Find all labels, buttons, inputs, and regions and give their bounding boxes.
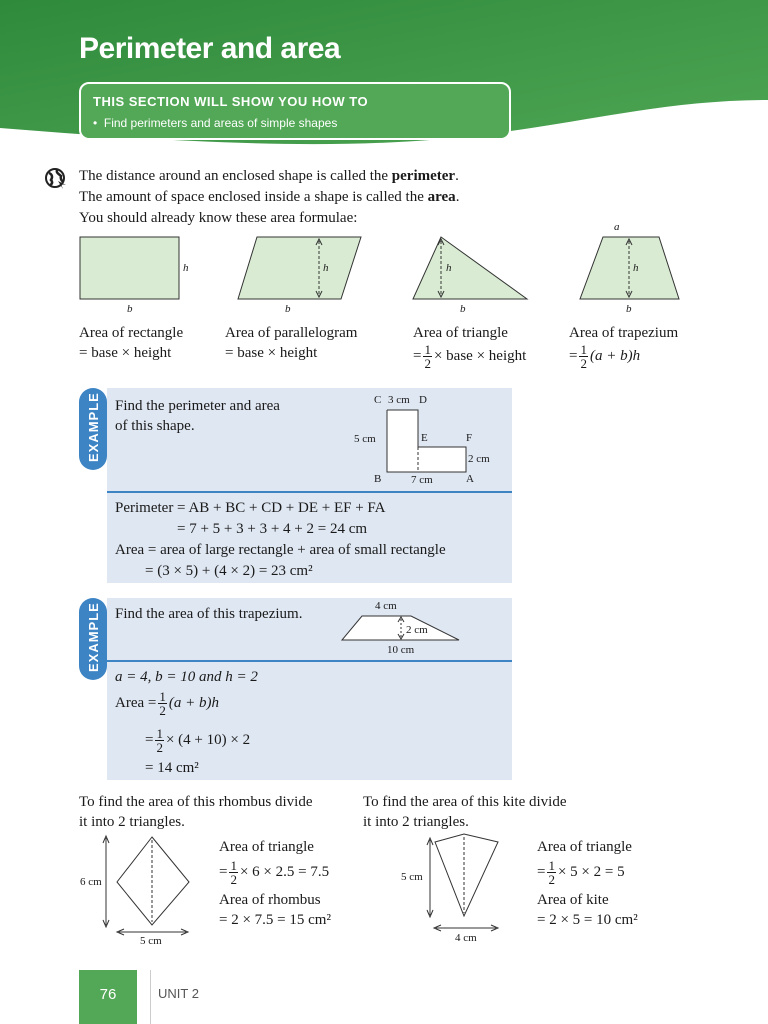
intro-line-2: The amount of space enclosed inside a shape is called the area. [79, 189, 460, 205]
footer-divider [150, 970, 151, 1024]
example-1-solution-1: Perimeter = AB + BC + CD + DE + EF + FA [115, 500, 386, 516]
label-D: D [419, 394, 427, 406]
label-bottom: 7 cm [411, 474, 433, 486]
parallelogram-formula: Area of parallelogram = base × height [225, 325, 358, 361]
area-term: area [427, 189, 456, 205]
example-2-divider [107, 660, 512, 662]
trapezium-formula: Area of trapezium = $\frac{1}{2}$ (a + b)h [569, 325, 679, 371]
parallelogram-b-label: b [285, 303, 291, 315]
perimeter-term: perimeter [391, 168, 456, 184]
trap-height-label: 2 cm [406, 624, 428, 636]
trap-bottom-label: 10 cm [387, 644, 415, 656]
page-title: Perimeter and area [79, 32, 341, 65]
example-1-solution-2: = 7 + 5 + 3 + 3 + 4 + 2 = 24 cm [177, 521, 368, 537]
objectives-heading: THIS SECTION WILL SHOW YOU HOW TO [93, 94, 369, 109]
kite-diagram [420, 830, 510, 940]
label-right: 2 cm [468, 453, 490, 465]
objectives-item: • Find perimeters and areas of simple shapes [93, 116, 338, 130]
example-1-question: Find the perimeter and area of this shape. [115, 398, 280, 434]
shapes-diagrams [0, 218, 768, 318]
globe-icon [44, 167, 68, 191]
rhombus-width-label: 5 cm [140, 935, 162, 947]
label-E: E [421, 432, 428, 444]
parallelogram-shape [238, 237, 361, 299]
unit-label: UNIT 2 [158, 986, 199, 1001]
page-number-box [79, 970, 137, 1024]
trapezium-h-label: h [633, 262, 639, 274]
page-number: 76 [99, 986, 117, 1003]
rhombus-intro: To find the area of this rhombus divide it into 2 triangles. [79, 794, 313, 830]
rectangle-formula: Area of rectangle = base × height [79, 325, 184, 361]
kite-working: Area of triangle = $\frac{1}{2}$ × 5 × 2 = 5 Area of kite = 2 × 5 = 10 cm² [537, 839, 638, 928]
triangle-b-label: b [460, 303, 466, 315]
triangle-h-label: h [446, 262, 452, 274]
rhombus-diagram [100, 832, 200, 942]
parallelogram-h-label: h [323, 262, 329, 274]
example-1-diagram [380, 400, 480, 480]
rhombus-height-label: 6 cm [80, 876, 102, 888]
example-2-solution-3: = $\frac{1}{2}$ × (4 + 10) × 2 [145, 726, 251, 755]
triangle-shape [413, 237, 527, 299]
rectangle-b-label: b [127, 303, 133, 315]
kite-height-label: 5 cm [401, 871, 423, 883]
triangle-formula: Area of triangle = $\frac{1}{2}$ × base × height [413, 325, 527, 371]
trap-top-label: 4 cm [375, 600, 397, 612]
example-2-solution-1: a = 4, b = 10 and h = 2 [115, 669, 258, 685]
example-2-solution-2: Area = $\frac{1}{2}$ (a + b)h [115, 689, 219, 718]
label-F: F [466, 432, 473, 444]
objectives-box [79, 82, 511, 140]
trapezium-b-label: b [626, 303, 632, 315]
label-B: B [374, 473, 382, 485]
example-2-diagram [340, 612, 464, 644]
intro-line-3: You should already know these area formulae: [79, 210, 358, 226]
example-1-solution-4: = (3 × 5) + (4 × 2) = 23 cm² [145, 563, 313, 579]
label-left: 5 cm [354, 433, 376, 445]
example-1-divider [107, 491, 512, 493]
label-A: A [466, 473, 474, 485]
example-1-tab-label: EXAMPLE [86, 392, 101, 462]
objectives-item-text: Find perimeters and areas of simple shapes [103, 116, 338, 130]
rhombus-working: Area of triangle = $\frac{1}{2}$ × 6 × 2.5 = 7.5 Area of rhombus = 2 × 7.5 = 15 cm² [219, 839, 331, 928]
rectangle-h-label: h [183, 262, 189, 274]
kite-intro: To find the area of this kite divide it into 2 triangles. [363, 794, 567, 830]
label-cd: 3 cm [388, 394, 410, 406]
trapezium-a-label: a [614, 221, 620, 233]
kite-width-label: 4 cm [455, 932, 477, 944]
example-2-solution-4: = 14 cm² [145, 760, 199, 776]
intro-line-1: The distance around an enclosed shape is called the perimeter. [79, 168, 459, 184]
label-C: C [374, 394, 382, 406]
example-2-question: Find the area of this trapezium. [115, 606, 303, 622]
example-2-tab-label: EXAMPLE [86, 602, 101, 672]
example-1-solution-3: Area = area of large rectangle + area of small rectangle [115, 542, 446, 558]
rectangle-shape [80, 237, 179, 299]
